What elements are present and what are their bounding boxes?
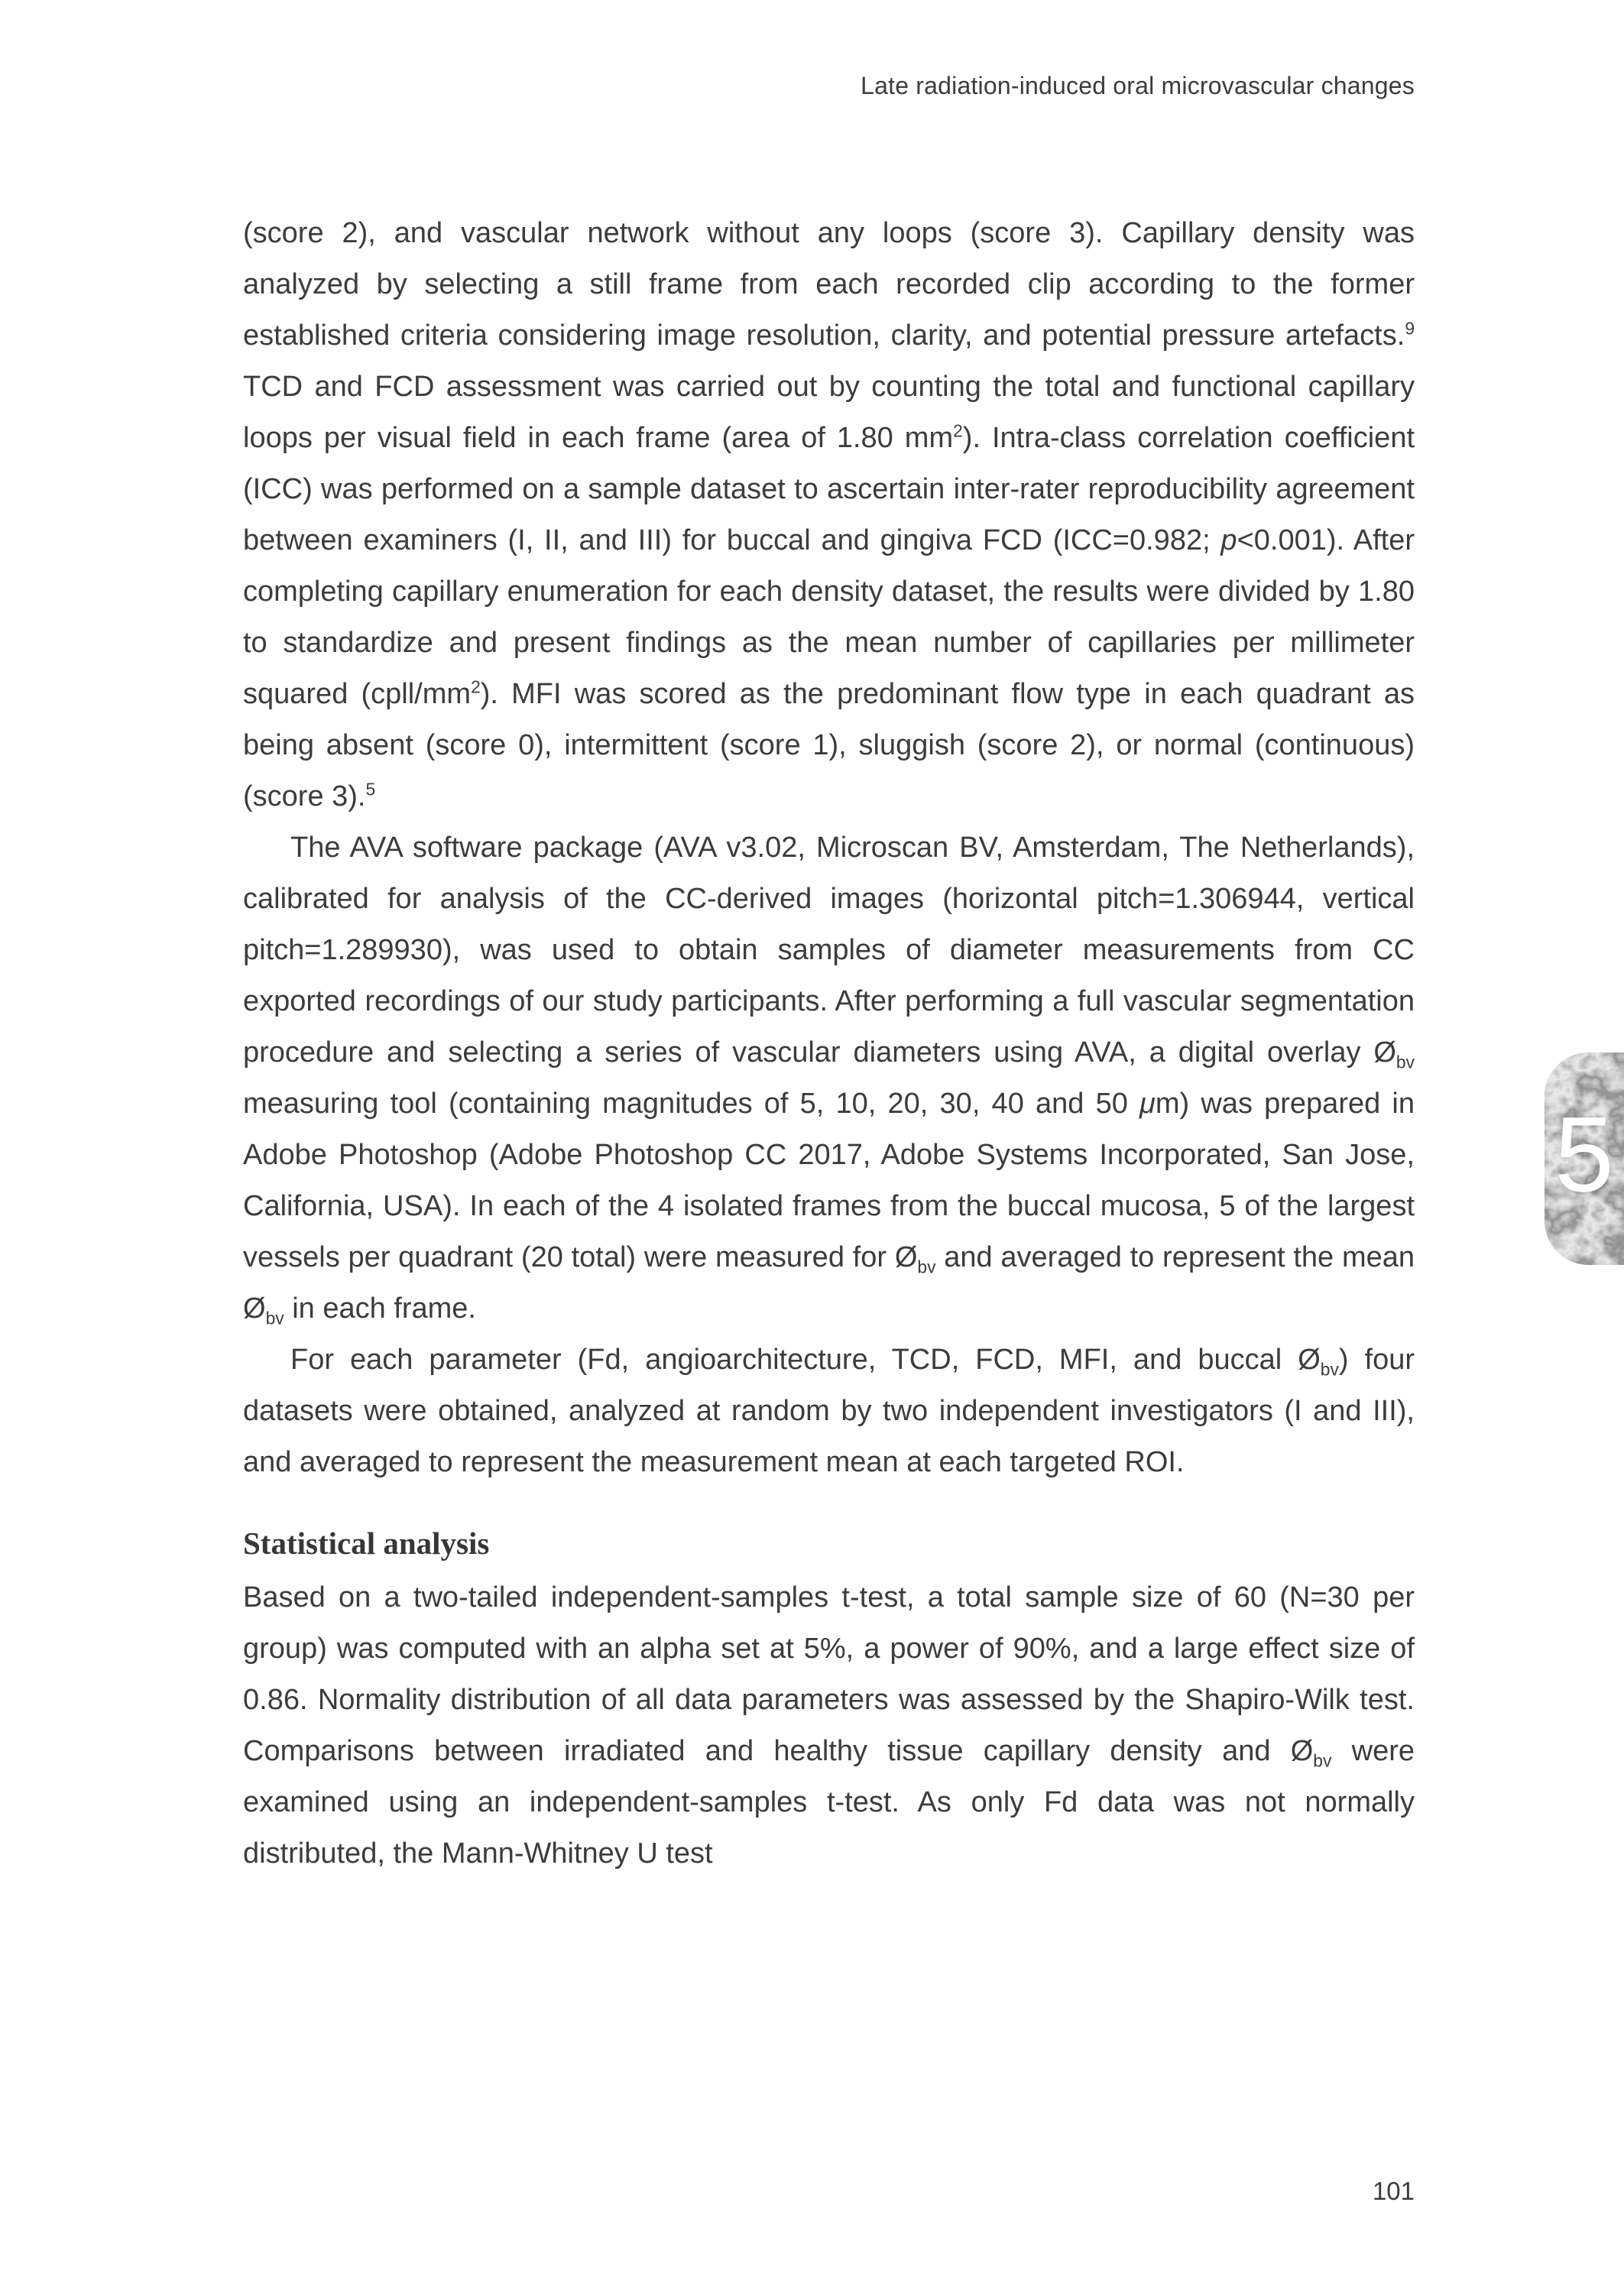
running-header (243, 72, 1415, 100)
chapter-tab (1545, 1052, 1624, 1265)
paragraph-statistical-analysis: Based on a two-tailed independent-samples t-test, a total sample size of 60 (N=30 per group) was computed with an alpha set at 5%, a power of 90%, and a large effect size of 0.86. Normality distribution of all data parameters was assessed by the Shapiro-Wilk test. Comparisons between irradiated and healthy tissue capillary density and $Ø_{bv}$ were examined using an independent-samples t-test. As only Fd data was not normally distributed, the Mann-Whitney U test (243, 1581, 1415, 1870)
paragraph-capillary-density-methods: (score 2), and vascular network without any loops (score 3). Capillary density was analyzed by selecting a still frame from each recorded clip according to the former established criteria considering image resolution, clarity, and potential pressure artefacts.$^9$ TCD and FCD assessment was carried out by counting the total and functional capillary loops per visual field in each frame (area of 1.80 $mm^2$). Intra-class correlation coefficient (ICC) was performed on a sample dataset to ascertain inter-rater reproducibility agreement between examiners (I, II, and III) for buccal and gingiva FCD (ICC=0.982; p<0.001). After completing capillary enumeration for each density dataset, the results were divided by 1.80 to standardize and present findings as the mean number of capillaries per millimeter squared $(cpll/mm^2)$. MFI was scored as the predominant flow type in each quadrant as being absent (score 0), intermittent (score 1), sluggish (score 2), or normal (continuous) (score 3).$^5$ (243, 217, 1415, 812)
running-header-text: Late radiation-induced oral microvascular changes (861, 72, 1415, 99)
paragraph-parameter-datasets: For each parameter (Fd, angioarchitecture, TCD, FCD, MFI, and buccal $Ø_{bv}$) four datasets were obtained, analyzed at random by two independent investigators (I and III), and averaged to represent the measurement mean at each targeted ROI. (243, 1344, 1415, 1478)
page-number: 101 (1372, 2177, 1415, 2205)
page-footer (243, 2177, 1415, 2206)
paragraph-ava-software: The AVA software package (AVA v3.02, Microscan BV, Amsterdam, The Netherlands), calibrated for analysis of the CC-derived images (horizontal pitch=1.306944, vertical pitch=1.289930), was used to obtain samples of diameter measurements from CC exported recordings of our study participants. After performing a full vascular segmentation procedure and selecting a series of vascular diameters using AVA, a digital overlay $Ø_{bv}$ measuring tool (containing magnitudes of 5, 10, 20, 30, 40 and 50 μm) was prepared in Adobe Photoshop (Adobe Photoshop CC 2017, Adobe Systems Incorporated, San Jose, California, USA). In each of the 4 isolated frames from the buccal mucosa, 5 of the largest vessels per quadrant (20 total) were measured for $Ø_{bv}$ and averaged to represent the mean $Ø_{bv}$ in each frame. (243, 832, 1415, 1328)
chapter-number: 5 (1554, 1094, 1614, 1215)
page-body (243, 208, 1415, 1879)
section-heading-statistical-analysis: Statistical analysis (243, 1526, 490, 1561)
